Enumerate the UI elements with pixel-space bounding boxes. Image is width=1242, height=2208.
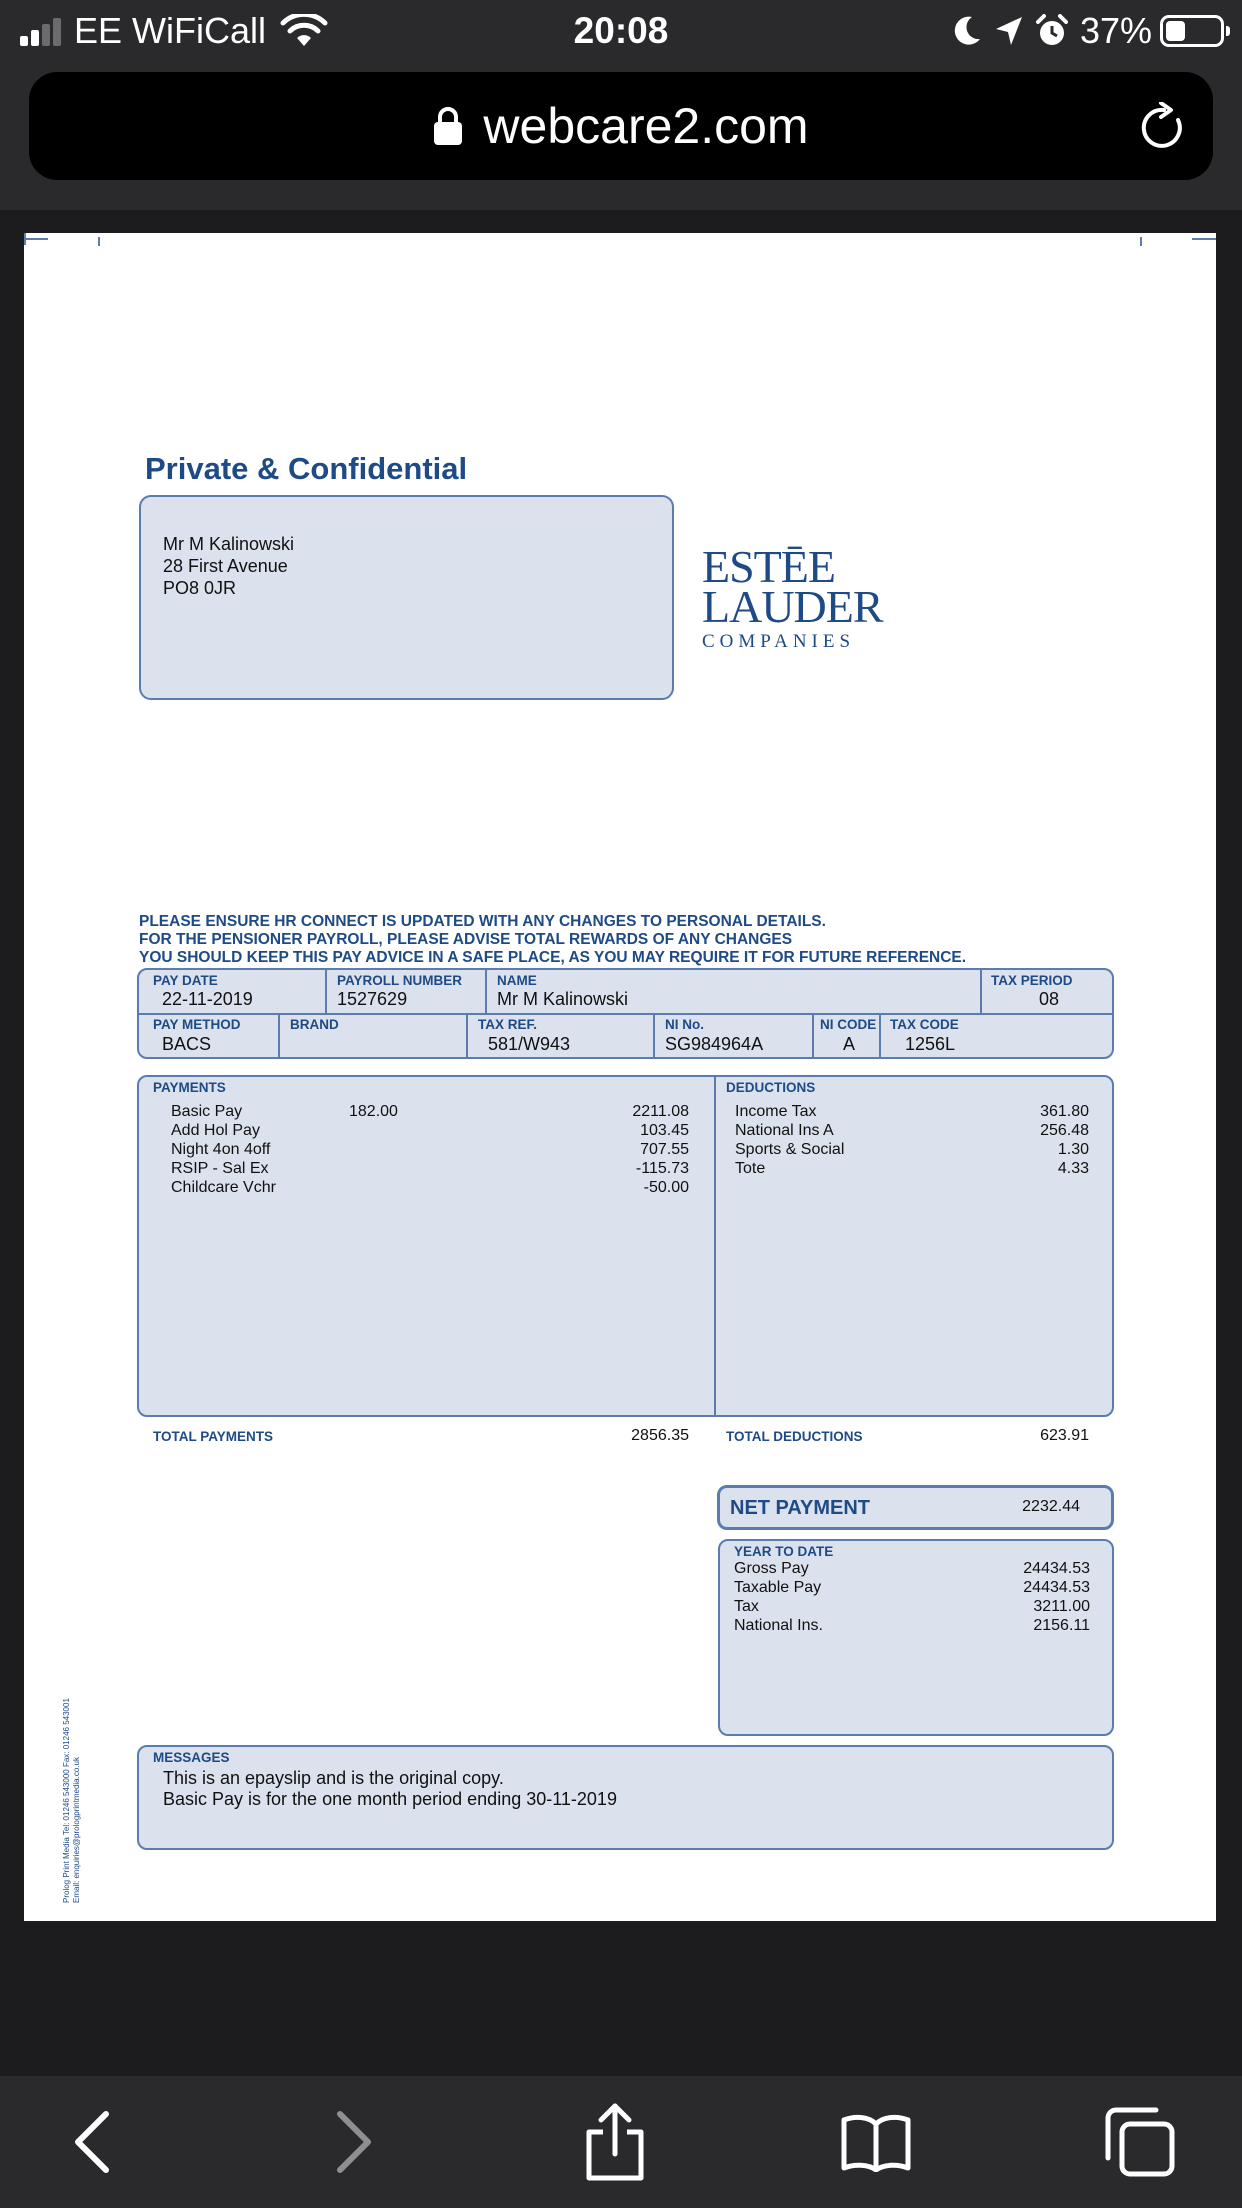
payment-desc: RSIP - Sal Ex [171, 1160, 269, 1177]
crop-mark [98, 237, 100, 246]
deductions-label: DEDUCTIONS [726, 1080, 816, 1095]
notice-text [139, 913, 966, 967]
year-to-date-box [718, 1539, 1114, 1736]
name-value: Mr M Kalinowski [497, 989, 629, 1009]
payments-label: PAYMENTS [153, 1080, 226, 1095]
ni-code-value: A [842, 1034, 855, 1054]
address-line: PO8 0JR [163, 578, 237, 598]
tax-period-label: TAX PERIOD [991, 973, 1073, 988]
payroll-number-label: PAYROLL NUMBER [337, 973, 463, 988]
bookmarks-icon [840, 2112, 912, 2172]
ytd-desc: Tax [734, 1598, 759, 1615]
messages-box [137, 1745, 1114, 1850]
deduction-amount: 256.48 [1040, 1122, 1089, 1139]
ytd-desc: Taxable Pay [734, 1579, 822, 1596]
messages-label: MESSAGES [153, 1750, 230, 1765]
ytd-label: YEAR TO DATE [734, 1544, 834, 1559]
deduction-desc: Tote [735, 1160, 766, 1177]
pay-method-label: PAY METHOD [153, 1017, 241, 1032]
ni-number-value: SG984964A [665, 1034, 764, 1054]
net-payment-label: NET PAYMENT [730, 1497, 871, 1519]
total-payments-value: 2856.35 [631, 1427, 689, 1444]
pay-method-value: BACS [162, 1034, 212, 1054]
payment-amount: 2211.08 [632, 1103, 689, 1120]
payment-desc: Night 4on 4off [171, 1141, 271, 1158]
address-line: 28 First Avenue [163, 556, 288, 576]
deduction-amount: 4.33 [1057, 1160, 1089, 1177]
logo-line: COMPANIES [702, 631, 856, 652]
carrier-label: EE WiFiCall [74, 10, 267, 51]
forward-button[interactable] [314, 2102, 394, 2182]
payment-amount: 707.55 [640, 1141, 689, 1158]
printer-credit-line: Prolog Print Media Tel: 01246 543000 Fax: 01246 543001 [62, 1698, 71, 1903]
notice-line: FOR THE PENSIONER PAYROLL, PLEASE ADVISE TOTAL REWARDS OF ANY CHANGES [139, 931, 793, 948]
location-icon [994, 15, 1024, 47]
deduction-amount: 361.80 [1040, 1103, 1089, 1120]
brand-label: BRAND [290, 1017, 339, 1032]
ni-code-label: NI CODE [820, 1017, 877, 1032]
name-label: NAME [497, 973, 537, 988]
url-text[interactable]: webcare2.com [483, 98, 809, 154]
total-payments-label: TOTAL PAYMENTS [153, 1429, 274, 1444]
message-line: This is an epayslip and is the original copy. [163, 1768, 504, 1788]
payment-amount: -115.73 [635, 1160, 689, 1177]
status-bar [0, 0, 1242, 62]
pay-date-value: 22-11-2019 [162, 989, 253, 1009]
browser-header [0, 62, 1242, 210]
ytd-desc: Gross Pay [734, 1560, 809, 1577]
ytd-amount: 3211.00 [1033, 1598, 1090, 1615]
payment-units: 182.00 [349, 1103, 398, 1120]
tabs-button[interactable] [1100, 2102, 1180, 2182]
lock-icon [433, 106, 463, 146]
ytd-amount: 24434.53 [1023, 1579, 1090, 1596]
back-icon [72, 2110, 112, 2174]
crop-mark [24, 238, 48, 240]
reload-icon[interactable] [1139, 102, 1189, 152]
battery-icon [1160, 15, 1224, 47]
notice-line: YOU SHOULD KEEP THIS PAY ADVICE IN A SAFE PLACE, AS YOU MAY REQUIRE IT FOR FUTURE REFERENCE. [139, 949, 967, 966]
crop-mark [1192, 238, 1216, 240]
payment-desc: Childcare Vchr [171, 1179, 276, 1196]
bookmarks-button[interactable] [836, 2102, 916, 2182]
notice-line: PLEASE ENSURE HR CONNECT IS UPDATED WITH ANY CHANGES TO PERSONAL DETAILS. [139, 913, 826, 930]
printer-credit-line: Email: enquiries@prologprintmedia.co.uk [72, 1757, 81, 1903]
payment-desc: Basic Pay [171, 1103, 243, 1120]
payment-desc: Add Hol Pay [171, 1122, 260, 1139]
tax-ref-value: 581/W943 [488, 1034, 571, 1054]
share-button[interactable] [575, 2102, 655, 2182]
employee-details-box [137, 968, 1114, 1059]
tax-code-value: 1256L [905, 1034, 956, 1054]
payments-deductions-box [137, 1075, 1114, 1444]
payment-amount: 103.45 [640, 1122, 689, 1139]
tax-code-label: TAX CODE [890, 1017, 959, 1032]
ni-number-label: NI No. [665, 1017, 704, 1032]
printer-credit [62, 1698, 82, 1903]
crop-mark [24, 233, 26, 245]
back-button[interactable] [52, 2102, 132, 2182]
logo-line: ESTĒE [702, 541, 835, 592]
total-deductions-value: 623.91 [1040, 1427, 1089, 1444]
tabs-icon [1104, 2106, 1176, 2178]
moon-icon [952, 15, 982, 47]
crop-mark [1140, 237, 1142, 246]
tax-ref-label: TAX REF. [478, 1017, 538, 1032]
browser-toolbar [0, 2076, 1242, 2208]
confidential-heading: Private & Confidential [145, 451, 468, 486]
address-line: Mr M Kalinowski [163, 534, 295, 554]
address-bar[interactable] [29, 72, 1213, 180]
pay-date-label: PAY DATE [153, 973, 218, 988]
alarm-icon [1036, 14, 1068, 48]
payroll-number-value: 1527629 [337, 989, 408, 1009]
forward-icon [334, 2110, 374, 2174]
deduction-desc: Income Tax [735, 1103, 817, 1120]
company-logo [702, 541, 883, 653]
deduction-desc: National Ins A [735, 1122, 834, 1139]
total-deductions-label: TOTAL DEDUCTIONS [726, 1429, 863, 1444]
net-payment-value: 2232.44 [1022, 1498, 1080, 1515]
logo-line: LAUDER [702, 581, 883, 632]
share-icon [583, 2102, 647, 2182]
ytd-amount: 24434.53 [1023, 1560, 1090, 1577]
deduction-desc: Sports & Social [735, 1141, 845, 1158]
payslip-document [24, 233, 1216, 1921]
deduction-amount: 1.30 [1057, 1141, 1089, 1158]
tax-period-value: 08 [1038, 989, 1060, 1009]
payment-amount: -50.00 [643, 1179, 689, 1196]
clock: 20:08 [573, 10, 669, 51]
message-line: Basic Pay is for the one month period ending 30-11-2019 [163, 1789, 617, 1809]
ytd-desc: National Ins. [734, 1617, 823, 1634]
battery-percent: 37% [1079, 10, 1152, 51]
net-payment-box [717, 1485, 1114, 1530]
ytd-amount: 2156.11 [1033, 1617, 1090, 1634]
address-box [139, 495, 674, 700]
